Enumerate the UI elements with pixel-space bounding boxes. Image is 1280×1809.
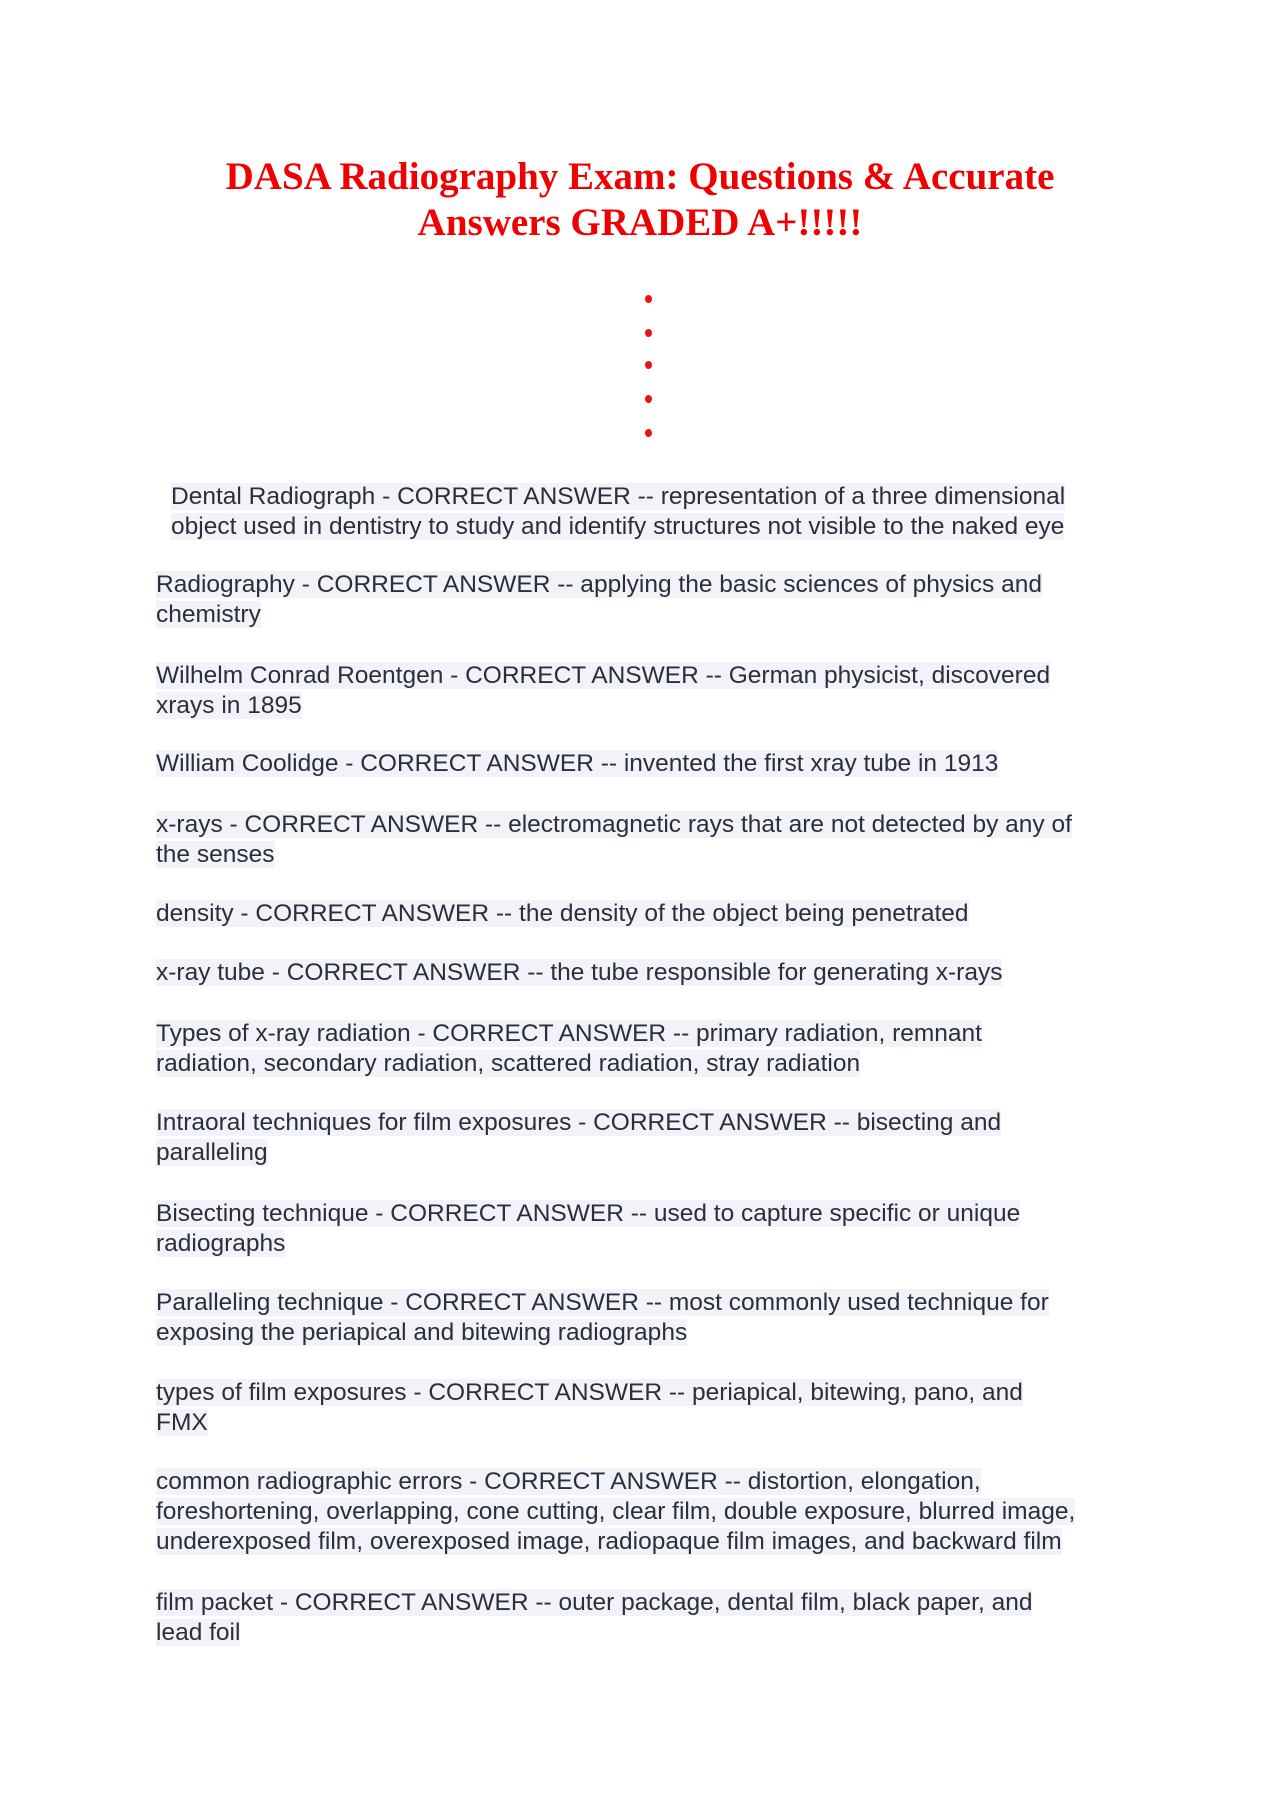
qa-item-text: object used in dentistry to study and identify structures not visible to the naked eye — [171, 513, 1065, 540]
qa-item-text: lead foil — [156, 1619, 241, 1646]
qa-item-text: Radiography - CORRECT ANSWER -- applying the basic sciences of physics and — [156, 571, 1042, 598]
qa-item-line — [156, 1108, 1001, 1138]
qa-item-text: foreshortening, overlapping, cone cutting, clear film, double exposure, blurred image, — [156, 1498, 1076, 1525]
qa-item-line — [156, 1588, 1032, 1618]
qa-item-text: paralleling — [156, 1139, 268, 1166]
bullet-dot-icon — [645, 395, 652, 403]
qa-item-text: Wilhelm Conrad Roentgen - CORRECT ANSWER -- German physicist, discovered — [156, 662, 1051, 689]
qa-item-line — [156, 661, 1050, 691]
qa-item — [156, 749, 998, 779]
qa-item — [156, 899, 969, 929]
qa-item-text: underexposed film, overexposed image, radiopaque film images, and backward film — [156, 1528, 1062, 1555]
qa-item — [156, 1199, 1020, 1259]
qa-item-line — [156, 1138, 1001, 1168]
qa-item-line — [156, 1467, 1075, 1497]
qa-item-text: the senses — [156, 841, 275, 868]
qa-item-text: common radiographic errors - CORRECT ANSWER -- distortion, elongation, — [156, 1468, 981, 1495]
qa-item — [156, 1588, 1032, 1648]
qa-item — [156, 1108, 1001, 1168]
qa-item-text: Types of x-ray radiation - CORRECT ANSWER -- primary radiation, remnant — [156, 1020, 982, 1047]
qa-item — [156, 661, 1050, 721]
qa-item-line — [156, 691, 1050, 721]
qa-item-line — [156, 1288, 1049, 1318]
qa-item-line — [156, 1199, 1020, 1229]
bullet-dot-icon — [645, 295, 652, 303]
qa-item — [156, 1288, 1049, 1348]
qa-item-line — [156, 840, 1072, 870]
qa-item-line — [156, 899, 969, 929]
qa-item-line — [156, 1318, 1049, 1348]
qa-item — [156, 810, 1072, 870]
qa-item-line — [156, 1527, 1075, 1557]
qa-item-text: types of film exposures - CORRECT ANSWER -- periapical, bitewing, pano, and — [156, 1379, 1023, 1406]
qa-item-line — [156, 1408, 1023, 1438]
qa-item-line — [171, 512, 1065, 542]
qa-item-text: William Coolidge - CORRECT ANSWER -- invented the first xray tube in 1913 — [156, 750, 999, 777]
document-title — [0, 154, 1280, 246]
qa-item-line — [156, 1378, 1023, 1408]
qa-item-text: density - CORRECT ANSWER -- the density of the object being penetrated — [156, 900, 969, 927]
qa-item-text: FMX — [156, 1409, 208, 1436]
bullet-dot-icon — [645, 329, 652, 337]
qa-item-text: chemistry — [156, 601, 261, 628]
qa-item-line — [156, 958, 1002, 988]
qa-item — [156, 570, 1042, 630]
qa-item — [156, 1378, 1023, 1438]
qa-item-text: Dental Radiograph - CORRECT ANSWER -- representation of a three dimensional — [171, 483, 1066, 510]
qa-item-text: x-ray tube - CORRECT ANSWER -- the tube responsible for generating x-rays — [156, 959, 1003, 986]
qa-item-text: exposing the periapical and bitewing radiographs — [156, 1319, 688, 1346]
qa-item-line — [156, 1049, 982, 1079]
bullet-dot-icon — [645, 361, 652, 369]
qa-item-line — [156, 1229, 1020, 1259]
qa-item-line — [156, 570, 1042, 600]
qa-item-text: film packet - CORRECT ANSWER -- outer package, dental film, black paper, and — [156, 1589, 1033, 1616]
qa-item-text: xrays in 1895 — [156, 692, 302, 719]
qa-item-line — [171, 482, 1065, 512]
qa-item — [156, 1019, 982, 1079]
qa-item-line — [156, 600, 1042, 630]
qa-item — [156, 958, 1002, 988]
qa-item-text: x-rays - CORRECT ANSWER -- electromagnetic rays that are not detected by any of — [156, 811, 1072, 838]
qa-item — [156, 1467, 1075, 1557]
qa-item-line — [156, 1618, 1032, 1648]
qa-item-line — [156, 1497, 1075, 1527]
bullet-dot-icon — [645, 429, 652, 437]
qa-item-text: radiation, secondary radiation, scattered radiation, stray radiation — [156, 1050, 861, 1077]
qa-item-text: Paralleling technique - CORRECT ANSWER -- most commonly used technique for — [156, 1289, 1049, 1316]
qa-item-text: Intraoral techniques for film exposures - CORRECT ANSWER -- bisecting and — [156, 1109, 1002, 1136]
title-line-2: Answers GRADED A+!!!!! — [417, 201, 863, 244]
qa-item-line — [156, 1019, 982, 1049]
qa-item-text: Bisecting technique - CORRECT ANSWER -- used to capture specific or unique — [156, 1200, 1021, 1227]
qa-item-text: radiographs — [156, 1230, 286, 1257]
qa-item-line — [156, 810, 1072, 840]
qa-item — [171, 482, 1065, 542]
title-line-1: DASA Radiography Exam: Questions & Accurate — [225, 155, 1055, 198]
qa-item-line — [156, 749, 998, 779]
